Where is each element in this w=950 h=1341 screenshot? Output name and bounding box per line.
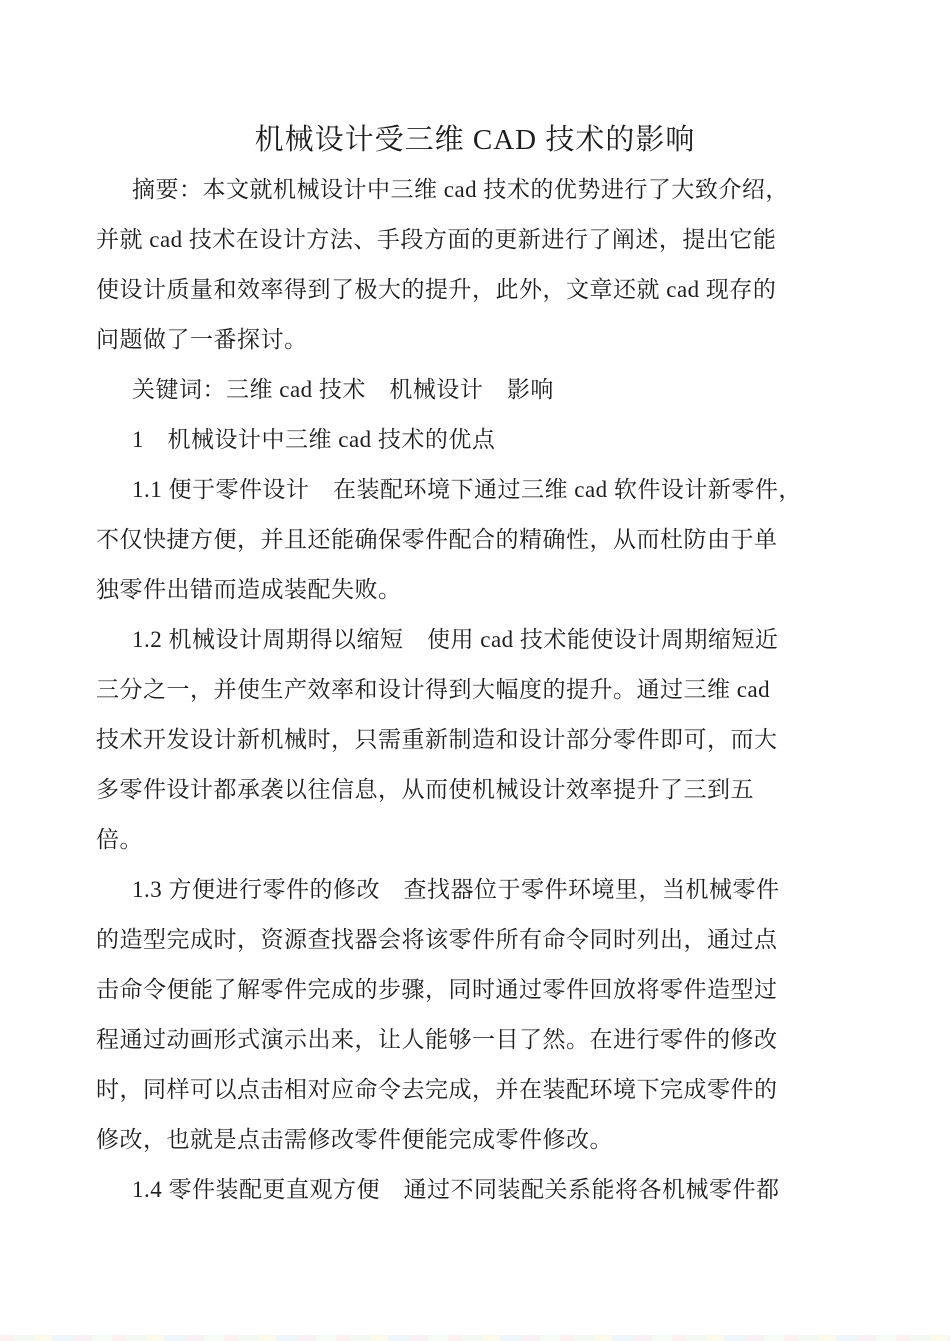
text-line: 摘要：本文就机械设计中三维 cad 技术的优势进行了大致介绍， <box>132 177 789 202</box>
text-line: 1.1 便于零件设计 在装配环境下通过三维 cad 软件设计新零件， <box>132 477 802 502</box>
text-line: 技术开发设计新机械时，只需重新制造和设计部分零件即可，而大 <box>96 727 778 752</box>
text-line: 1.2 机械设计周期得以缩短 使用 cad 技术能使设计周期缩短近 <box>132 627 779 652</box>
text-line: 关键词：三维 cad 技术 机械设计 影响 <box>132 377 554 402</box>
text-line: 1.4 零件装配更直观方便 通过不同装配关系能将各机械零件都 <box>132 1177 780 1202</box>
text-line: 并就 cad 技术在设计方法、手段方面的更新进行了阐述，提出它能 <box>96 227 777 252</box>
text-line: 1.3 方便进行零件的修改 查找器位于零件环境里，当机械零件 <box>132 877 780 902</box>
text-line: 问题做了一番探讨。 <box>96 327 308 352</box>
text-line: 不仅快捷方便，并且还能确保零件配合的精确性，从而杜防由于单 <box>96 527 778 552</box>
text-line: 修改，也就是点击需修改零件便能完成零件修改。 <box>96 1127 613 1152</box>
text-line: 独零件出错而造成装配失败。 <box>96 577 402 602</box>
text-line: 倍。 <box>96 827 143 852</box>
document-title: 机械设计受三维 CAD 技术的影响 <box>254 124 696 156</box>
text-line: 使设计质量和效率得到了极大的提升，此外，文章还就 cad 现存的 <box>96 277 777 302</box>
document-body <box>96 165 806 1215</box>
text-line: 多零件设计都承袭以往信息，从而使机械设计效率提升了三到五 <box>96 777 754 802</box>
text-line: 的造型完成时，资源查找器会将该零件所有命令同时列出，通过点 <box>96 927 778 952</box>
text-line: 三分之一，并使生产效率和设计得到大幅度的提升。通过三维 cad <box>96 677 771 702</box>
text-line: 时，同样可以点击相对应命令去完成，并在装配环境下完成零件的 <box>96 1077 778 1102</box>
text-line: 1 机械设计中三维 cad 技术的优点 <box>132 427 496 452</box>
text-line: 击命令便能了解零件完成的步骤，同时通过零件回放将零件造型过 <box>96 977 778 1002</box>
text-line: 程通过动画形式演示出来，让人能够一目了然。在进行零件的修改 <box>96 1027 778 1052</box>
scan-artifact-strip <box>0 1335 950 1341</box>
